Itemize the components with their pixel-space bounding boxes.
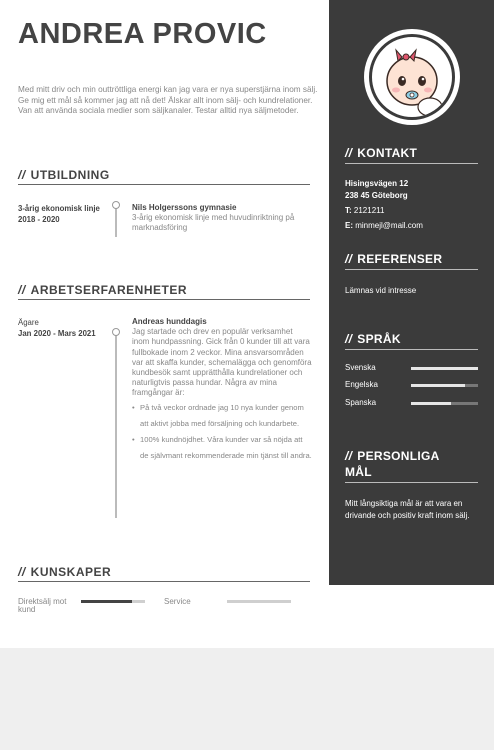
section-heading-skills: // KUNSKAPER [18,565,310,582]
skill-bar [81,600,145,603]
section-heading-education: // UTBILDNING [18,168,310,185]
language-bar-fill [411,367,478,370]
language-bar-fill [411,384,465,387]
language-bar [411,384,478,387]
list-item: • På två veckor ordnade jag 10 nya kunder genom att aktivt jobba med försäljning och kundarbete. [140,400,312,432]
experience-description: Jag startade och drev en populär verksamhet inom hundpassning. Gick från 0 kunder till att vara fullbokade inom 2 veckor. Mina ansvarsområden var att skaffa kunder, schemalägga och genomföra kundbesök samt upprätthålla kundrelationer och naturligtvis passa hundar. Några av mina framgångar är: [132,327,312,398]
sidebar-heading-languages: // SPRÅK [345,331,478,350]
contact-city: 238 45 Göteborg [345,191,408,200]
contact-email: E: minmejl@mail.com [345,221,423,230]
skill-bar [227,600,291,603]
timeline-dot [112,201,120,209]
skill-label: Direktsälj mot kund [18,597,67,614]
experience-timeline [115,333,117,518]
slashes-icon: // [345,449,353,463]
education-years: 2018 - 2020 [18,215,60,224]
language-bar-fill [411,402,451,405]
references-text: Lämnas vid intresse [345,286,417,295]
experience-period: Jan 2020 - Mars 2021 [18,329,96,338]
slashes-icon: // [345,332,353,346]
sidebar-heading-references: // REFERENSER [345,251,478,270]
education-description: 3-årig ekonomisk linje med huvudinriktning på marknadsföring [132,213,295,233]
experience-role: Ägare [18,318,39,327]
experience-achievements [132,400,312,464]
slashes-icon: // [345,146,353,160]
avatar [369,34,455,120]
education-meta [18,203,118,225]
baby-avatar-icon [372,37,452,117]
page-background [0,648,494,750]
slashes-icon: // [18,168,26,182]
section-heading-experience: // ARBETSERFARENHETER [18,283,310,300]
experience-meta [18,317,118,339]
education-program: 3-årig ekonomisk linje [18,204,100,213]
sidebar-heading-contact: // KONTAKT [345,145,478,164]
language-label: Svenska [345,363,376,372]
experience-company: Andreas hunddagis [132,317,207,326]
experience-entry [132,317,312,464]
contact-phone: T: 2121211 [345,206,385,215]
education-timeline [115,206,117,237]
slashes-icon: // [18,283,26,297]
contact-street: Hisingsvägen 12 [345,179,409,188]
slashes-icon: // [18,565,26,579]
language-bar [411,367,478,370]
intro-text: Med mitt driv och min outtröttliga energi kan jag vara er nya superstjärna inom sälj. Ge mig ett mål så kommer jag att nå det! Älskar allt inom sälj- och kundrelationer. Van att använda sociala medier som säljkanaler. Testar alltid nya säljmetoder. [18,85,318,115]
candidate-name: ANDREA PROVIC [18,18,267,50]
skill-label: Service [164,597,191,606]
sidebar-heading-goals: // PERSONLIGA MÅL [345,448,478,483]
language-label: Engelska [345,380,378,389]
goals-text: Mitt långsiktiga mål är att vara en drivande och positiv kraft inom sälj. [345,499,470,520]
slashes-icon: // [345,252,353,266]
timeline-dot [112,328,120,336]
language-label: Spanska [345,398,377,407]
list-item: • 100% kundnöjdhet. Våra kunder var så nöjda att de självmant rekommenderade min tjänst till andra. [140,432,312,464]
profile-photo [364,29,460,125]
education-school: Nils Holgerssons gymnasie [132,203,237,212]
skill-bar-fill [81,600,132,603]
education-entry [132,203,312,234]
language-bar [411,402,478,405]
